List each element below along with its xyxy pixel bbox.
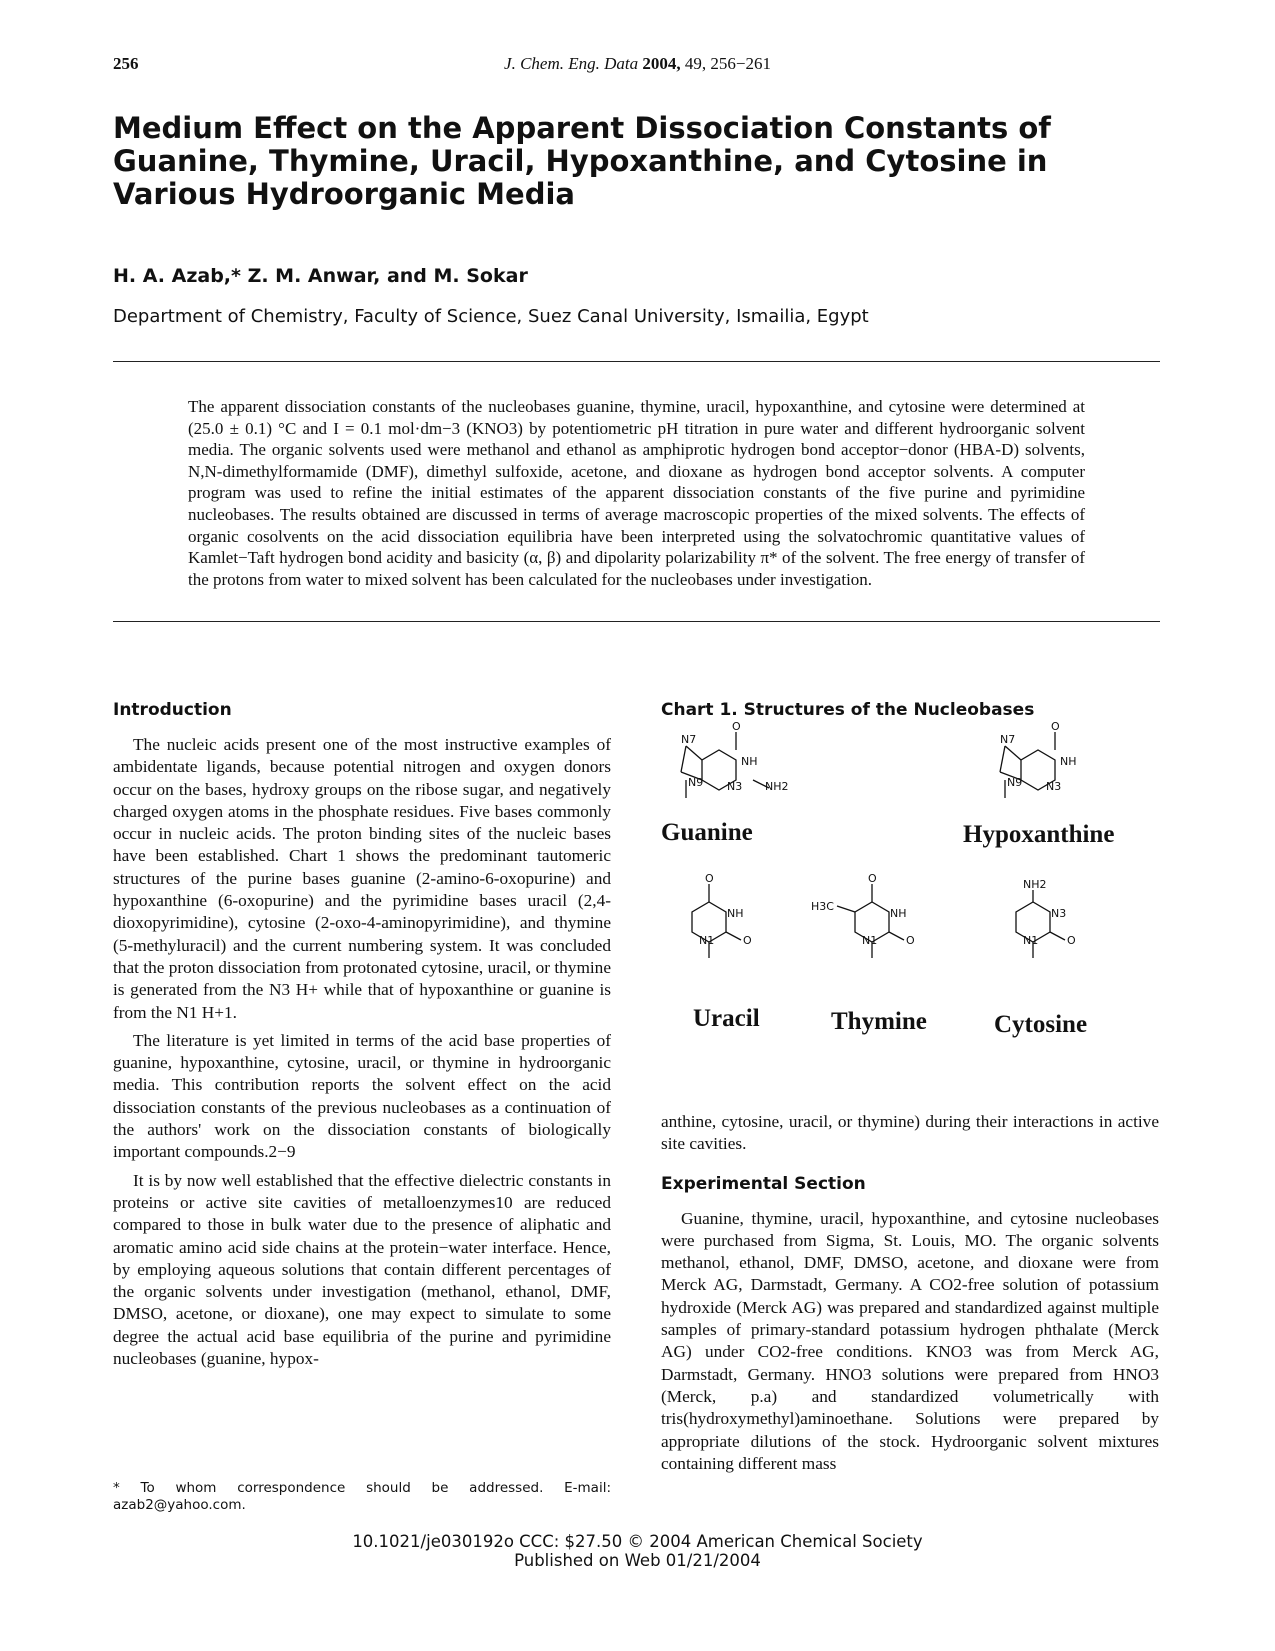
label-hypoxanthine: Hypoxanthine bbox=[963, 821, 1115, 848]
cytosine-structure bbox=[1016, 890, 1065, 958]
label-uracil: Uracil bbox=[693, 1005, 760, 1032]
doi-copyright: 10.1021/je030192o CCC: $27.50 © 2004 American Chemical Society bbox=[352, 1532, 923, 1551]
thymine-atom-h3c: H3C bbox=[811, 900, 834, 913]
thymine-atom-n1: N1 bbox=[862, 934, 878, 947]
article-title: Medium Effect on the Apparent Dissociation Constants of Guanine, Thymine, Uracil, Hypoxanthine, and Cytosine in Various Hydroorganic Media bbox=[113, 111, 1051, 211]
cytosine-atom-nh2: NH2 bbox=[1023, 878, 1047, 891]
nucleobase-structures-chart bbox=[661, 720, 1159, 1105]
journal-volume-pages: 49, 256−261 bbox=[684, 54, 771, 73]
thymine-atom-nh: NH bbox=[890, 907, 907, 920]
correspondence-footnote: * To whom correspondence should be addressed. E-mail: azab2@yahoo.com. bbox=[113, 1480, 611, 1513]
hypoxanthine-atom-n9: N9 bbox=[1007, 776, 1023, 789]
guanine-atom-nh: NH bbox=[741, 755, 758, 768]
experimental-heading: Experimental Section bbox=[661, 1173, 866, 1194]
authors: H. A. Azab,* Z. M. Anwar, and M. Sokar bbox=[113, 265, 528, 287]
journal-reference bbox=[0, 54, 1275, 74]
continuation-paragraph: anthine, cytosine, uracil, or thymine) during their interactions in active site cavities. bbox=[661, 1112, 1159, 1154]
hypoxanthine-atom-n3: N3 bbox=[1046, 780, 1062, 793]
chart-caption: Chart 1. Structures of the Nucleobases bbox=[661, 700, 1035, 720]
hypoxanthine-atom-o: O bbox=[1051, 720, 1060, 733]
structures-svg bbox=[661, 720, 1159, 1105]
journal-name: J. Chem. Eng. Data bbox=[504, 54, 639, 73]
label-cytosine: Cytosine bbox=[994, 1011, 1088, 1038]
page-number: 256 bbox=[113, 54, 139, 73]
label-thymine: Thymine bbox=[831, 1008, 927, 1035]
uracil-atom-n1: N1 bbox=[699, 934, 715, 947]
guanine-atom-o: O bbox=[732, 720, 741, 733]
thymine-atom-o: O bbox=[868, 872, 877, 885]
journal-year: 2004, bbox=[642, 54, 681, 73]
guanine-atom-n7: N7 bbox=[681, 733, 697, 746]
uracil-atom-o: O bbox=[705, 872, 714, 885]
right-column bbox=[661, 700, 1159, 720]
left-column bbox=[113, 700, 611, 1370]
introduction-heading: Introduction bbox=[113, 700, 232, 720]
introduction-paragraph-2: The literature is yet limited in terms of the acid base properties of guanine, hypoxanthine, cytosine, uracil, or thymine in hydroorganic media. This contribution reports the solvent effect on the acid dissociation constants of the previous nucleobases as a continuation of the authors' work on the dissociation constants of biologically important compounds.2−9 bbox=[113, 1030, 611, 1162]
hypoxanthine-atom-nh: NH bbox=[1060, 755, 1077, 768]
guanine-atom-n3: N3 bbox=[727, 780, 743, 793]
abstract: The apparent dissociation constants of the nucleobases guanine, thymine, uracil, hypoxanthine, and cytosine were determined at (25.0 ± 0.1) °C and I = 0.1 mol·dm−3 (KNO3) by potentiometric pH titration in pure water and different hydroorganic solvent media. The organic solvents used were methanol and ethanol as amphiprotic hydrogen bond acceptor−donor (HBA-D) solvents, N,N-dimethylformamide (DMF), dimethyl sulfoxide, acetone, and dioxane as hydrogen bond acceptor solvents. A computer program was used to refine the initial estimates of the apparent dissociation constants of the five purine and pyrimidine nucleobases. The results obtained are discussed in terms of average macroscopic properties of the mixed solvents. The effects of organic cosolvents on the acid dissociation equilibria have been interpreted using the solvatochromic quantitative values of Kamlet−Taft hydrogen bond acidity and basicity (α, β) and dipolarity polarizability π* of the solvent. The free energy of transfer of the protons from water to mixed solvent has been calculated for the nucleobases under investigation. bbox=[188, 397, 1085, 589]
experimental-paragraph: Guanine, thymine, uracil, hypoxanthine, and cytosine nucleobases were purchased from Sigma, St. Louis, MO. The organic solvents methanol, ethanol, DMF, DMSO, acetone, and dioxane were from Merck AG, Darmstadt, Germany. A CO2-free solution of potassium hydroxide (Merck AG) was prepared and standardized against multiple samples of primary-standard potassium hydrogen phthalate (Merck AG) under CO2-free conditions. KNO3 was from Merck AG, Darmstadt, Germany. HNO3 solutions were prepared from HNO3 (Merck, p.a) and standardized volumetrically with tris(hydroxymethyl)aminoethane. Solutions were prepared by appropriate dilutions of the stock. Hydroorganic solvent mixtures containing different mass bbox=[661, 1208, 1159, 1473]
uracil-atom-o2: O bbox=[743, 934, 752, 947]
guanine-atom-nh2: NH2 bbox=[765, 780, 789, 793]
cytosine-atom-o: O bbox=[1067, 934, 1076, 947]
thymine-atom-o2: O bbox=[906, 934, 915, 947]
right-column-text bbox=[661, 1111, 1159, 1475]
hypoxanthine-atom-n7: N7 bbox=[1000, 733, 1016, 746]
divider-top bbox=[113, 361, 1160, 362]
cytosine-atom-n3: N3 bbox=[1051, 907, 1067, 920]
publication-date: Published on Web 01/21/2004 bbox=[514, 1551, 761, 1570]
label-guanine: Guanine bbox=[661, 819, 753, 846]
cytosine-atom-n1: N1 bbox=[1023, 934, 1039, 947]
uracil-atom-nh: NH bbox=[727, 907, 744, 920]
affiliation: Department of Chemistry, Faculty of Science, Suez Canal University, Ismailia, Egypt bbox=[113, 306, 869, 327]
introduction-paragraph-1: The nucleic acids present one of the most instructive examples of ambidentate ligands, because potential nitrogen and oxygen donors occur on the bases, hydroxy groups on the ribose sugar, and negatively charged oxygen atoms in the phosphate residues. Five bases commonly occur in nucleic acids. The proton binding sites of the nucleic bases have been established. Chart 1 shows the predominant tautomeric structures of the purine bases guanine (2-amino-6-oxopurine) and hypoxanthine (6-oxopurine) and the pyrimidine bases uracil (2,4-dioxopyrimidine), cytosine (2-oxo-4-aminopyrimidine), and thymine (5-methyluracil) and the current numbering system. It was concluded that the proton dissociation from protonated cytosine, uracil, or thymine is generated from the N3 H+ while that of hypoxanthine or guanine is from the N1 H+1. bbox=[113, 735, 611, 1022]
introduction-paragraph-3: It is by now well established that the effective dielectric constants in proteins or active site cavities of metalloenzymes10 are reduced compared to those in bulk water due to the presence of aliphatic and aromatic amino acid side chains at the protein−water interface. Hence, by employing aqueous solutions that contain different percentages of the organic solvents under investigation (methanol, ethanol, DMF, DMSO, acetone, or dioxane), one may expect to simulate to some degree the actual acid base equilibria of the purine and pyrimidine nucleobases (guanine, hypox- bbox=[113, 1170, 611, 1369]
guanine-atom-n9: N9 bbox=[688, 776, 704, 789]
divider-bottom bbox=[113, 621, 1160, 622]
